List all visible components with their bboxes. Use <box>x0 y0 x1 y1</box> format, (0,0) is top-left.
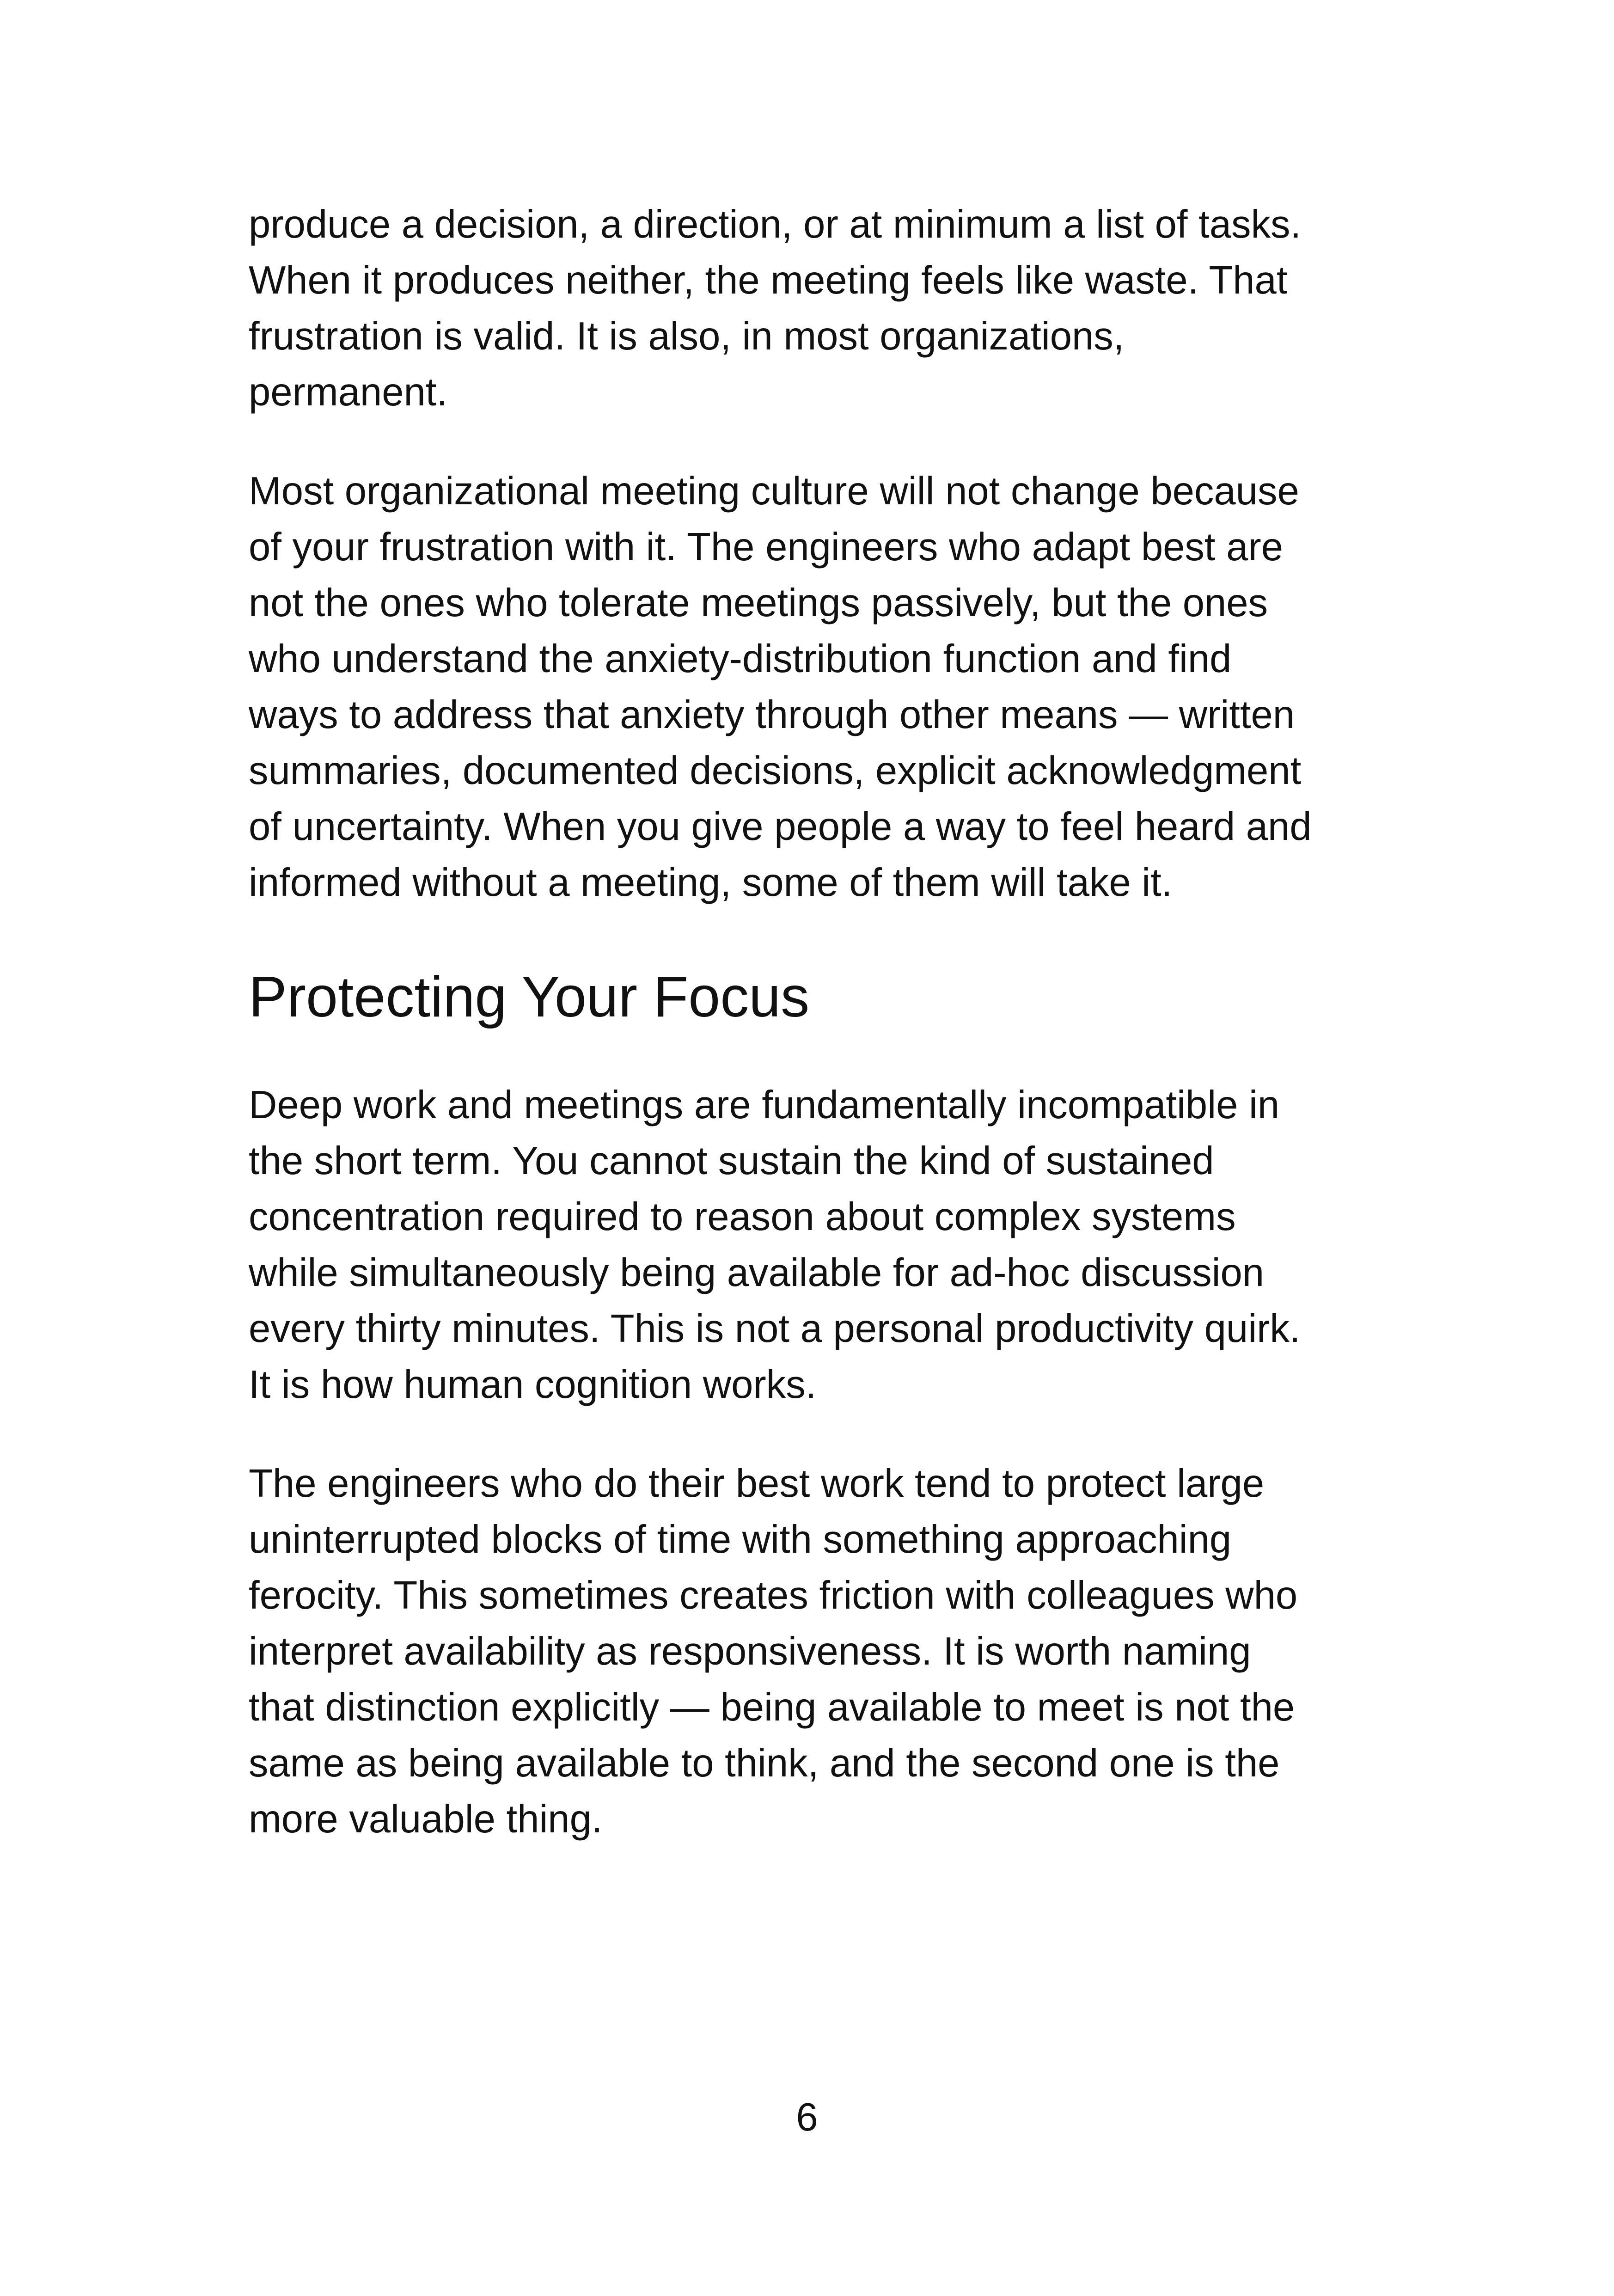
paragraph-line: Most organizational meeting culture will not change because <box>249 469 1299 513</box>
paragraph-line: every thirty minutes. This is not a personal productivity quirk. <box>249 1307 1301 1351</box>
paragraph-line: informed without a meeting, some of them will take it. <box>249 861 1173 905</box>
paragraph-line: uninterrupted blocks of time with something approaching <box>249 1518 1232 1561</box>
section-heading: Protecting Your Focus <box>249 965 810 1029</box>
paragraph-line: permanent. <box>249 370 447 414</box>
paragraph-line: interpret availability as responsiveness. It is worth naming <box>249 1629 1251 1673</box>
paragraph-line: When it produces neither, the meeting feels like waste. That <box>249 258 1288 302</box>
paragraph-line: concentration required to reason about complex systems <box>249 1195 1236 1239</box>
paragraph-line: summaries, documented decisions, explicit acknowledgment <box>249 749 1302 793</box>
paragraph-line: produce a decision, a direction, or at minimum a list of tasks. <box>249 202 1302 246</box>
paragraph-line: The engineers who do their best work tend to protect large <box>249 1462 1265 1506</box>
paragraph-line: ways to address that anxiety through other means — written <box>249 693 1295 737</box>
page-number: 6 <box>796 2095 818 2139</box>
paragraph-line: while simultaneously being available for ad-hoc discussion <box>249 1251 1265 1295</box>
paragraph-line: Deep work and meetings are fundamentally incompatible in <box>249 1083 1280 1127</box>
paragraph-line: ferocity. This sometimes creates friction with colleagues who <box>249 1574 1298 1617</box>
paragraph-line: frustration is valid. It is also, in most organizations, <box>249 314 1125 358</box>
paragraph-line: of uncertainty. When you give people a way to feel heard and <box>249 805 1312 849</box>
paragraph-line: of your frustration with it. The engineers who adapt best are <box>249 525 1284 569</box>
paragraph-line: that distinction explicitly — being available to meet is not the <box>249 1685 1295 1729</box>
paragraph-line: who understand the anxiety-distribution function and find <box>249 637 1232 681</box>
paragraph-4 <box>249 1456 1418 1847</box>
paragraph-line: same as being available to think, and the second one is the <box>249 1741 1280 1785</box>
paragraph-2 <box>249 463 1418 911</box>
paragraph-3 <box>249 1077 1418 1413</box>
paragraph-line: the short term. You cannot sustain the kind of sustained <box>249 1139 1214 1183</box>
page-content <box>249 196 1418 1847</box>
paragraph-line: It is how human cognition works. <box>249 1363 817 1407</box>
paragraph-line: more valuable thing. <box>249 1797 603 1841</box>
paragraph-1 <box>249 196 1418 420</box>
paragraph-line: not the ones who tolerate meetings passively, but the ones <box>249 581 1268 625</box>
